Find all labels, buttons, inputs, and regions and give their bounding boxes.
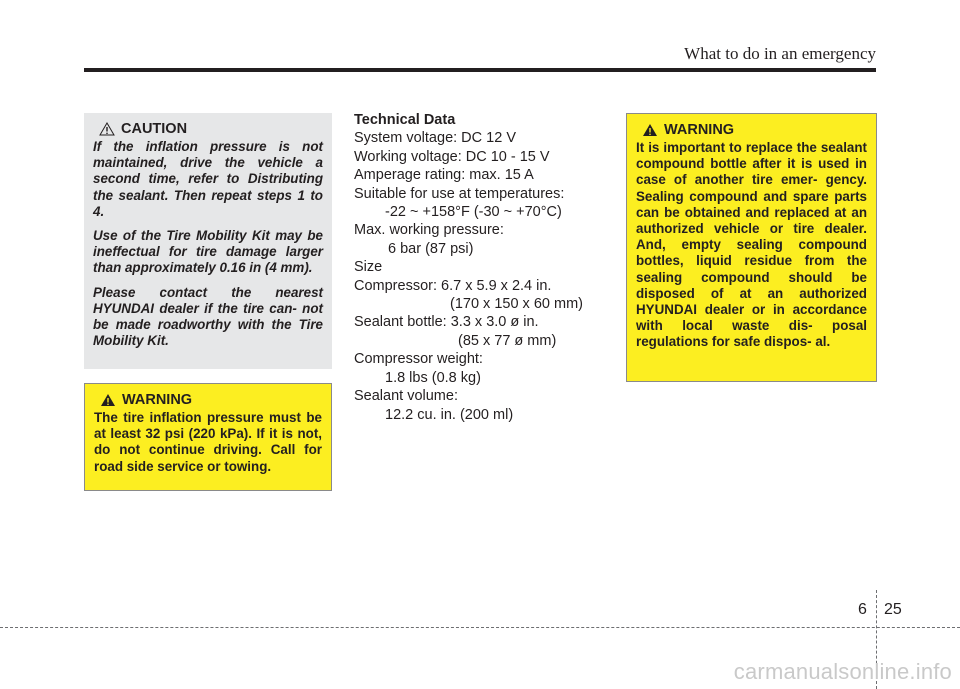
technical-data-line: Size [354,259,383,276]
warning-filled-icon [642,123,658,137]
section-number: 6 [858,601,867,618]
caution-box [84,113,332,369]
technical-data-line: System voltage: DC 12 V [354,130,516,147]
technical-data-line: Amperage rating: max. 15 A [354,167,534,184]
caution-paragraph: Use of the Tire Mobility Kit may be ineffectual for tire damage larger than approximately 0.16 in (4 mm). [93,228,323,276]
caution-paragraph: Please contact the nearest HYUNDAI dealer if the tire can- not be made roadworthy with the Tire Mobility Kit. [93,284,323,349]
warning-title: WARNING [122,392,193,408]
technical-data-line: 12.2 cu. in. (200 ml) [385,406,514,423]
technical-data-line: 1.8 lbs (0.8 kg) [385,369,481,386]
footer-divider [0,627,960,628]
technical-data-line: -22 ~ +158°F (-30 ~ +70°C) [385,204,562,221]
technical-data-line: Sealant volume: [354,388,458,405]
warning-title: WARNING [664,122,735,138]
warning-text: The tire inflation pressure must be at least 32 psi (220 kPa). If it is not, do not continue driving. Call for road side service or towing. [94,410,322,474]
technical-data-line: Max. working pressure: [354,222,504,239]
technical-data-title: Technical Data [354,112,456,128]
watermark: carmanualsonline.info [733,659,952,684]
technical-data-line: 6 bar (87 psi) [388,240,474,257]
warning-filled-icon [100,393,116,407]
caution-heading [99,121,323,137]
caution-outline-icon [99,122,115,136]
warning-text: It is important to replace the sealant compound bottle after it is used in case of another tire emer- gency. Sealing compound and spare parts can be obtained and replaced at an authorized vehicle or tire dealer. And, empty sealing compound bottles, liquid residue from the sealing compound should be disposed of at an authorized HYUNDAI dealer or in accordance with local waste dis- posal regulations for safe dispos- al. [636,140,867,350]
page-header-title: What to do in an emergency [684,44,876,63]
technical-data-line: Sealant bottle: 3.3 x 3.0 ø in. [354,314,539,331]
technical-data-line: Working voltage: DC 10 - 15 V [354,148,550,165]
warning-heading [100,392,322,408]
technical-data-line: Compressor: 6.7 x 5.9 x 2.4 in. [354,277,552,294]
technical-data [354,111,594,424]
technical-data-line: Suitable for use at temperatures: [354,185,565,202]
page-number: 25 [884,601,902,618]
header-rule [84,68,876,72]
technical-data-line: Compressor weight: [354,351,483,368]
caution-title: CAUTION [121,121,188,137]
technical-data-line: (85 x 77 ø mm) [458,332,557,349]
warning-box-right [626,113,877,382]
technical-data-lines [354,129,594,424]
warning-box-left [84,383,332,491]
caution-paragraph: If the inflation pressure is not maintained, drive the vehicle a second time, refer to Distributing the sealant. Then repeat steps 1 to 4. [93,139,323,219]
warning-heading [642,122,867,138]
technical-data-line: (170 x 150 x 60 mm) [450,296,583,313]
